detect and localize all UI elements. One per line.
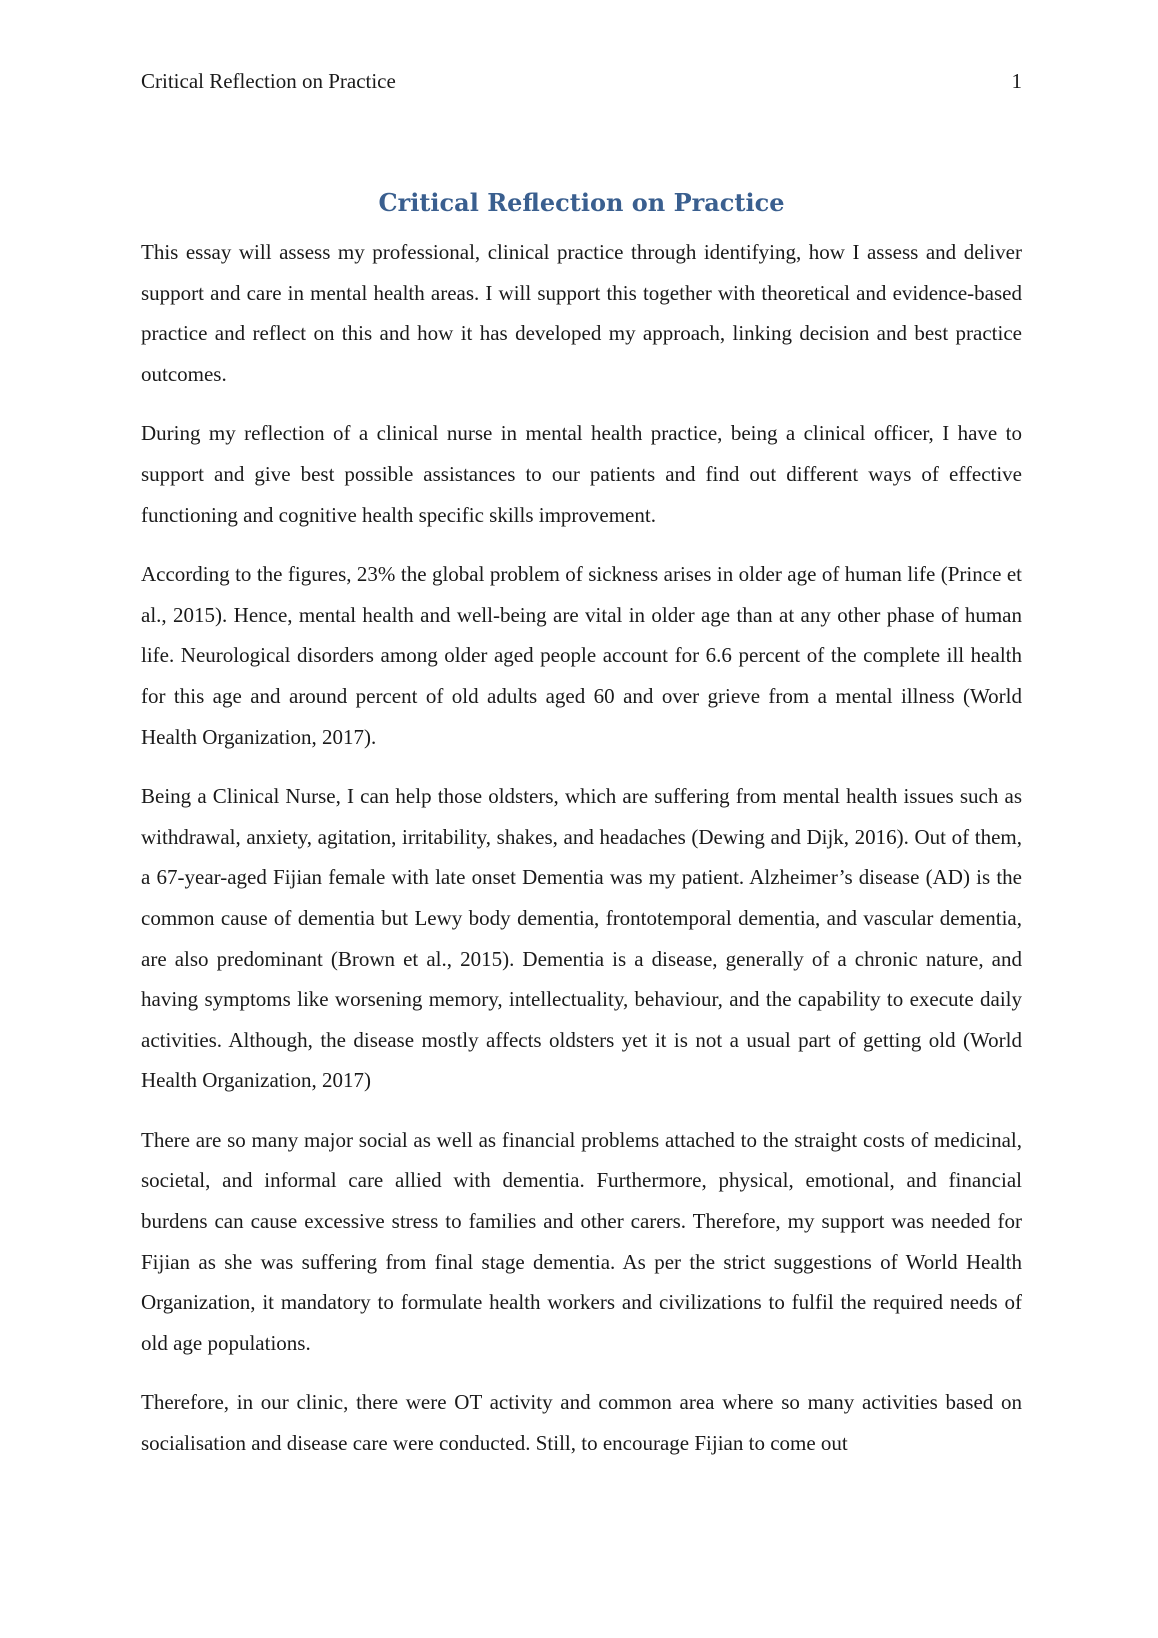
paragraph-3: According to the figures, 23% the global problem of sickness arises in older age of human life (Prince et al., 2015). Hence, mental health and well-being are vital in older age than at any other phase of human life. Neurological disorders among older aged people account for 6.6 percent of the complete ill health for this age and around percent of old adults aged 60 and over grieve from a mental illness (World Health Organization, 2017). [141, 562, 1022, 749]
paragraph-1: This essay will assess my professional, clinical practice through identifying, how I assess and deliver support and care in mental health areas. I will support this together with theoretical and evidence-based practice and reflect on this and how it has developed my approach, linking decision and best practice outcomes. [141, 240, 1022, 386]
paragraph-5: There are so many major social as well as financial problems attached to the straight costs of medicinal, societal, and informal care allied with dementia. Furthermore, physical, emotional, and financial burdens can cause excessive stress to families and other carers. Therefore, my support was needed for Fijian as she was suffering from final stage dementia. As per the strict suggestions of World Health Organization, it mandatory to formulate health workers and civilizations to fulfil the required needs of old age populations. [141, 1127, 1022, 1355]
document-title: Critical Reflection on Practice [378, 188, 785, 217]
paragraph-4: Being a Clinical Nurse, I can help those oldsters, which are suffering from mental health issues such as withdrawal, anxiety, agitation, irritability, shakes, and headaches (Dewing and Dijk, 2016). Out of them, a 67-year-aged Fijian female with late onset Dementia was my patient. Alzheimer’s disease (AD) is the common cause of dementia but Lewy body dementia, frontotemporal dementia, and vascular dementia, are also predominant (Brown et al., 2015). Dementia is a disease, generally of a chronic nature, and having symptoms like worsening memory, intellectuality, behaviour, and the capability to execute daily activities. Although, the disease mostly affects oldsters yet it is not a usual part of getting old (World Health Organization, 2017) [141, 784, 1022, 1093]
paragraph-2: During my reflection of a clinical nurse in mental health practice, being a clinical officer, I have to support and give best possible assistances to our patients and find out different ways of effective functioning and cognitive health specific skills improvement. [141, 421, 1022, 527]
document-body [141, 232, 1022, 1483]
running-header-title: Critical Reflection on Practice [141, 69, 396, 93]
running-header [141, 66, 1022, 96]
page-number: 1 [1011, 69, 1022, 93]
paragraph-6: Therefore, in our clinic, there were OT activity and common area where so many activities based on socialisation and disease care were conducted. Still, to encourage Fijian to come out [141, 1390, 1022, 1456]
